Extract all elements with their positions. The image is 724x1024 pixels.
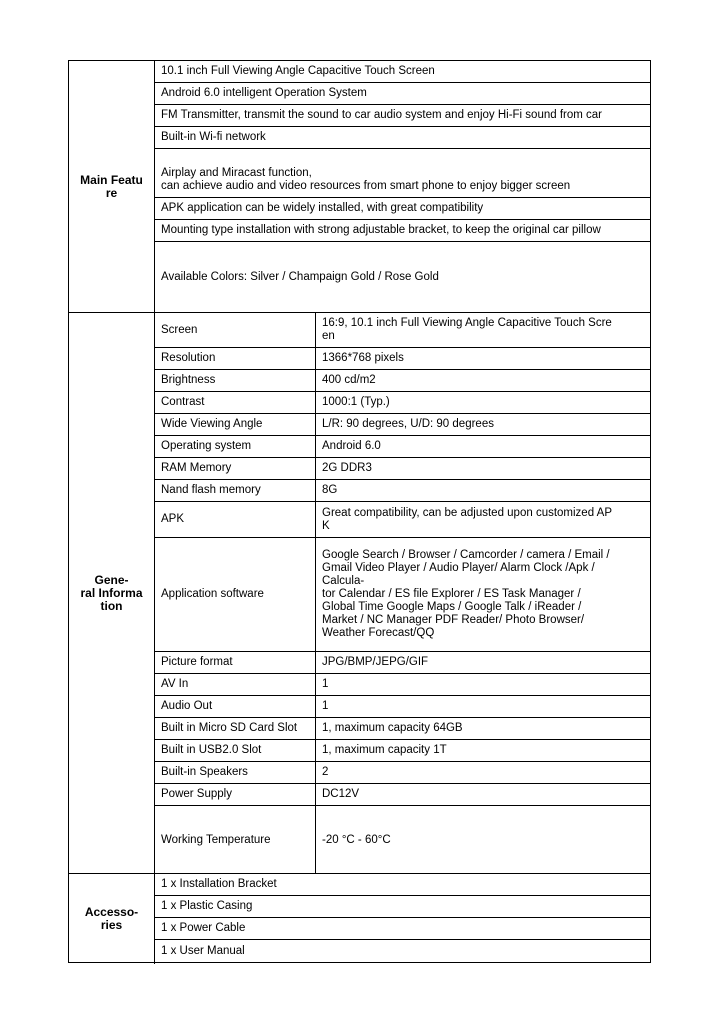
spec-key: Nand flash memory [155,480,316,501]
general-information-label: Gene- ral Informa tion [80,572,143,613]
feature-row [155,83,650,105]
spec-value: 1000:1 (Typ.) [322,396,390,408]
accessory-text: 1 x Power Cable [161,922,246,934]
spec-value: 1, maximum capacity 1T [322,744,447,756]
spec-key: Built-in Speakers [155,762,316,783]
accessories-section [69,873,650,964]
accessory-row [155,874,650,896]
spec-key: Screen [155,313,316,347]
spec-key: Built in USB2.0 Slot [155,740,316,761]
spec-key: Application software [155,538,316,651]
spec-key: Power Supply [155,784,316,805]
spec-row [155,458,650,480]
feature-row [155,105,650,127]
spec-value: 1, maximum capacity 64GB [322,722,463,734]
accessories-list [155,874,650,962]
spec-row [155,313,650,348]
spec-value: Great compatibility, can be adjusted upon customized AP K [322,506,613,532]
spec-value: 1366*768 pixels [322,352,404,364]
spec-key: APK [155,502,316,537]
accessory-text: 1 x User Manual [161,944,245,957]
accessory-row [155,918,650,940]
spec-row [155,414,650,436]
spec-row [155,762,650,784]
main-features-section [69,61,650,312]
accessories-label-cell [69,874,155,964]
spec-key: Resolution [155,348,316,369]
spec-key: Working Temperature [155,806,316,874]
feature-text: Mounting type installation with strong adjustable bracket, to keep the original car pillow [161,224,601,236]
feature-text: Airplay and Miracast function, can achieve audio and video resources from smart phone to enjoy bigger screen [161,167,571,192]
feature-text: FM Transmitter, transmit the sound to car audio system and enjoy Hi-Fi sound from car [161,109,603,121]
general-information-section [69,312,650,873]
accessory-text: 1 x Plastic Casing [161,900,253,912]
spec-value: 400 cd/m2 [322,374,376,386]
accessory-text: 1 x Installation Bracket [161,878,277,890]
spec-row [155,806,650,874]
spec-value: 8G [322,484,338,496]
feature-text: APK application can be widely installed, with great compatibility [161,202,484,214]
feature-row [155,220,650,242]
spec-value: Google Search / Browser / Camcorder / camera / Email / Gmail Video Player / Audio Player/ Alarm Clock /Apk / Calcula- tor Calendar / ES file Explorer / ES Task Manager / Global Time Google Maps / Google Talk / iReader / Market / NC Manager PDF Reader/ Photo Browser/ Weather Forecast/QQ [322,549,610,639]
feature-row [155,198,650,220]
feature-row [155,149,650,198]
spec-key: Operating system [155,436,316,457]
feature-text: Available Colors: Silver / Champaign Gold / Rose Gold [161,270,439,283]
spec-row [155,502,650,538]
spec-row [155,538,650,652]
spec-key: Audio Out [155,696,316,717]
spec-value: JPG/BMP/JEPG/GIF [322,656,429,668]
spec-row [155,652,650,674]
spec-value: 16:9, 10.1 inch Full Viewing Angle Capacitive Touch Scre en [322,317,612,342]
main-features-label: Main Featu re [80,172,143,200]
feature-row [155,242,650,312]
spec-key: AV In [155,674,316,695]
main-features-label-cell [69,61,155,312]
spec-row [155,392,650,414]
accessories-label: Accesso- ries [84,905,139,932]
accessory-row [155,896,650,918]
spec-key: Contrast [155,392,316,413]
spec-value: 2 [322,766,329,778]
spec-row [155,740,650,762]
general-information-label-cell [69,313,155,873]
spec-row [155,436,650,458]
spec-value: DC12V [322,788,360,800]
accessory-row [155,940,650,962]
spec-row [155,784,650,806]
spec-value: -20 °C - 60°C [322,833,391,846]
spec-key: Wide Viewing Angle [155,414,316,435]
spec-value: 1 [322,678,329,690]
feature-text: 10.1 inch Full Viewing Angle Capacitive Touch Screen [161,65,435,77]
spec-value: 2G DDR3 [322,462,372,474]
spec-value: L/R: 90 degrees, U/D: 90 degrees [322,418,494,430]
general-information-list [155,313,650,874]
feature-row [155,61,650,83]
spec-row [155,674,650,696]
feature-text: Android 6.0 intelligent Operation System [161,87,367,99]
spec-row [155,370,650,392]
spec-value: 1 [322,700,329,712]
spec-row [155,718,650,740]
spec-key: Picture format [155,652,316,673]
feature-row [155,127,650,149]
spec-row [155,696,650,718]
main-features-list [155,61,650,312]
feature-text: Built-in Wi-fi network [161,131,266,143]
spec-key: Built in Micro SD Card Slot [155,718,316,739]
spec-row [155,480,650,502]
spec-value: Android 6.0 [322,440,381,452]
spec-table [68,60,651,963]
spec-key: RAM Memory [155,458,316,479]
spec-key: Brightness [155,370,316,391]
spec-row [155,348,650,370]
